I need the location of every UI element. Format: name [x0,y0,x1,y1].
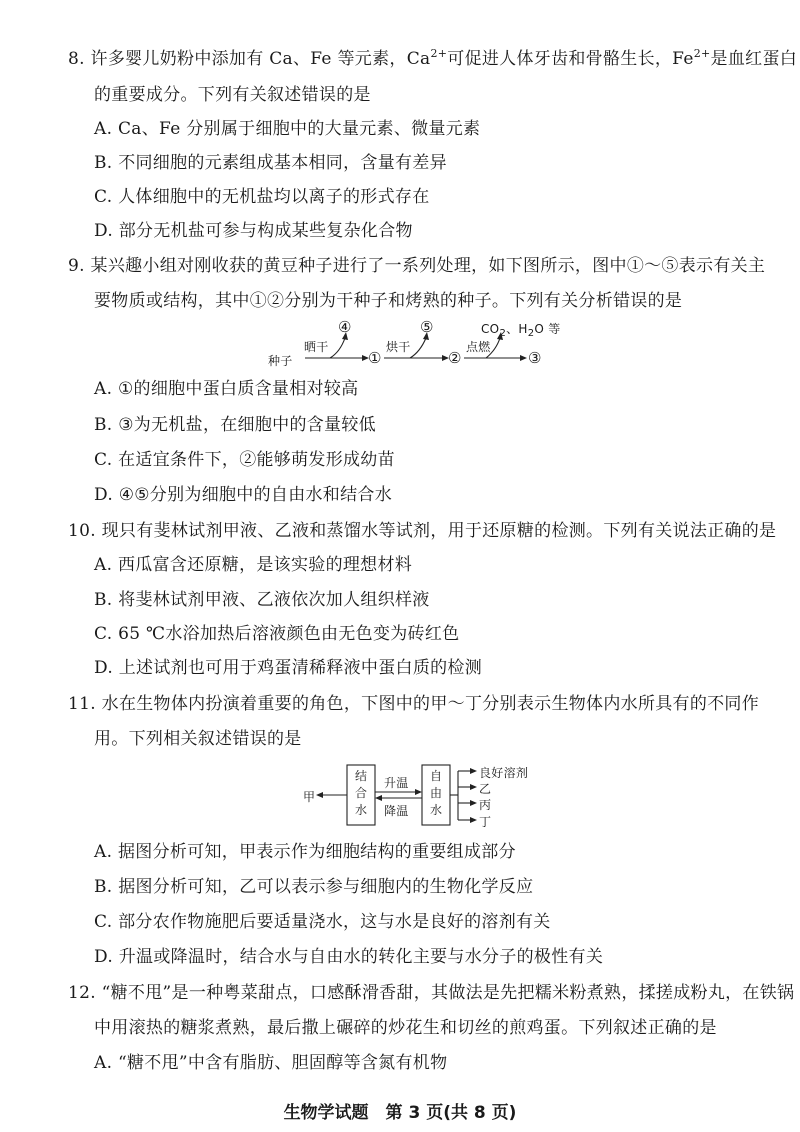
q9-stem-line2: 要物质或结构，其中①②分别为干种子和烤熟的种子。下列有关分析错误的是 [94,291,683,311]
q10-option-c: C. 65 ℃水浴加热后溶液颜色由无色变为砖红色 [94,624,460,644]
q8-option-c: C. 人体细胞中的无机盐均以离子的形式存在 [94,187,430,207]
q12-stem-line1: 12. “糖不甩”是一种粤菜甜点，口感酥滑香甜，其做法是先把糯米粉煮熟，揉搓成粉丸，在铁锅 [68,983,795,1003]
q11-fig-down-label: 降温 [384,804,409,818]
q10-option-d: D. 上述试剂也可用于鸡蛋清稀释液中蛋白质的检测 [94,658,483,678]
q9-fig-start: 种子 [268,354,293,368]
q11-stem-line2: 用。下列相关叙述错误的是 [94,729,302,749]
q11-fig-box2-char2: 由 [430,786,443,800]
q9-fig-step3: 点燃 [466,340,491,354]
q8-option-d: D. 部分无机盐可参与构成某些复杂化合物 [94,221,413,241]
q11-fig-box1-char3: 水 [355,803,368,817]
q9-fig-node2: ② [448,349,462,367]
q11-option-a: A. 据图分析可知，甲表示作为细胞结构的重要组成部分 [94,842,516,862]
q9-fig-step2: 烘干 [386,340,411,354]
q10-stem-line1: 10. 现只有斐林试剂甲液、乙液和蒸馏水等试剂，用于还原糖的检测。下列有关说法正确的是 [68,521,777,541]
q11-option-b: B. 据图分析可知，乙可以表示参与细胞内的生物化学反应 [94,877,534,897]
q9-fig-branch2: ⑤ [420,318,434,336]
page-footer: 生物学试题 第 3 页(共 8 页) [283,1103,517,1123]
q9-fig-step1: 晒干 [304,340,329,354]
q11-fig-box2-char1: 自 [430,769,443,783]
q9-fig-branch1: ④ [338,318,352,336]
q11-fig-box2-char3: 水 [430,803,443,817]
q11-fig-box1-char1: 结 [355,769,368,783]
q9-fig-branch3: $CO_2$、$H_2O$ 等 [481,322,561,339]
q9-option-c: C. 在适宜条件下，②能够萌发形成幼苗 [94,450,395,470]
q11-stem-line1: 11. 水在生物体内扮演着重要的角色，下图中的甲～丁分别表示生物体内水所具有的不同作 [68,694,760,714]
q10-option-b: B. 将斐林试剂甲液、乙液依次加人组织样液 [94,590,430,610]
q8-option-a: A. Ca、Fe 分别属于细胞中的大量元素、微量元素 [94,119,481,139]
q9-fig-node3: ③ [528,349,542,367]
q11-fig-box1-char2: 合 [355,786,368,800]
q9-option-d: D. ④⑤分别为细胞中的自由水和结合水 [94,485,393,505]
q11-fig-output-1: 良好溶剂 [479,766,529,780]
q11-fig-up-label: 升温 [384,776,409,790]
q11-fig-left-label: 甲 [303,790,316,804]
q11-fig-output-4: 丁 [479,815,492,829]
q10-option-a: A. 西瓜富含还原糖，是该实验的理想材料 [94,555,413,575]
q12-stem-line2: 中用滚热的糖浆煮熟，最后撒上碾碎的炒花生和切丝的煎鸡蛋。下列叙述正确的是 [94,1018,717,1038]
q11-option-c: C. 部分农作物施肥后要适量浇水，这与水是良好的溶剂有关 [94,912,551,932]
q9-option-a: A. ①的细胞中蛋白质含量相对较高 [94,379,359,399]
q8-option-b: B. 不同细胞的元素组成基本相同，含量有差异 [94,153,447,173]
q9-option-b: B. ③为无机盐，在细胞中的含量较低 [94,415,376,435]
q8-stem-line1: 8. 许多婴儿奶粉中添加有 Ca、Fe 等元素，$Ca^{2+}$可促进人体牙齿和骨骼生长，$Fe^{2+}$是血红蛋白 [68,47,798,69]
q11-fig-output-2: 乙 [479,782,492,796]
q8-stem-line2: 的重要成分。下列有关叙述错误的是 [94,85,371,105]
q9-fig-node1: ① [368,349,382,367]
q11-option-d: D. 升温或降温时，结合水与自由水的转化主要与水分子的极性有关 [94,947,604,967]
q11-fig-output-3: 丙 [479,798,492,812]
q12-option-a: A. “糖不甩”中含有脂肪、胆固醇等含氮有机物 [94,1053,448,1073]
q9-stem-line1: 9. 某兴趣小组对刚收获的黄豆种子进行了一系列处理，如下图所示，图中①～⑤表示有关主 [68,256,766,276]
